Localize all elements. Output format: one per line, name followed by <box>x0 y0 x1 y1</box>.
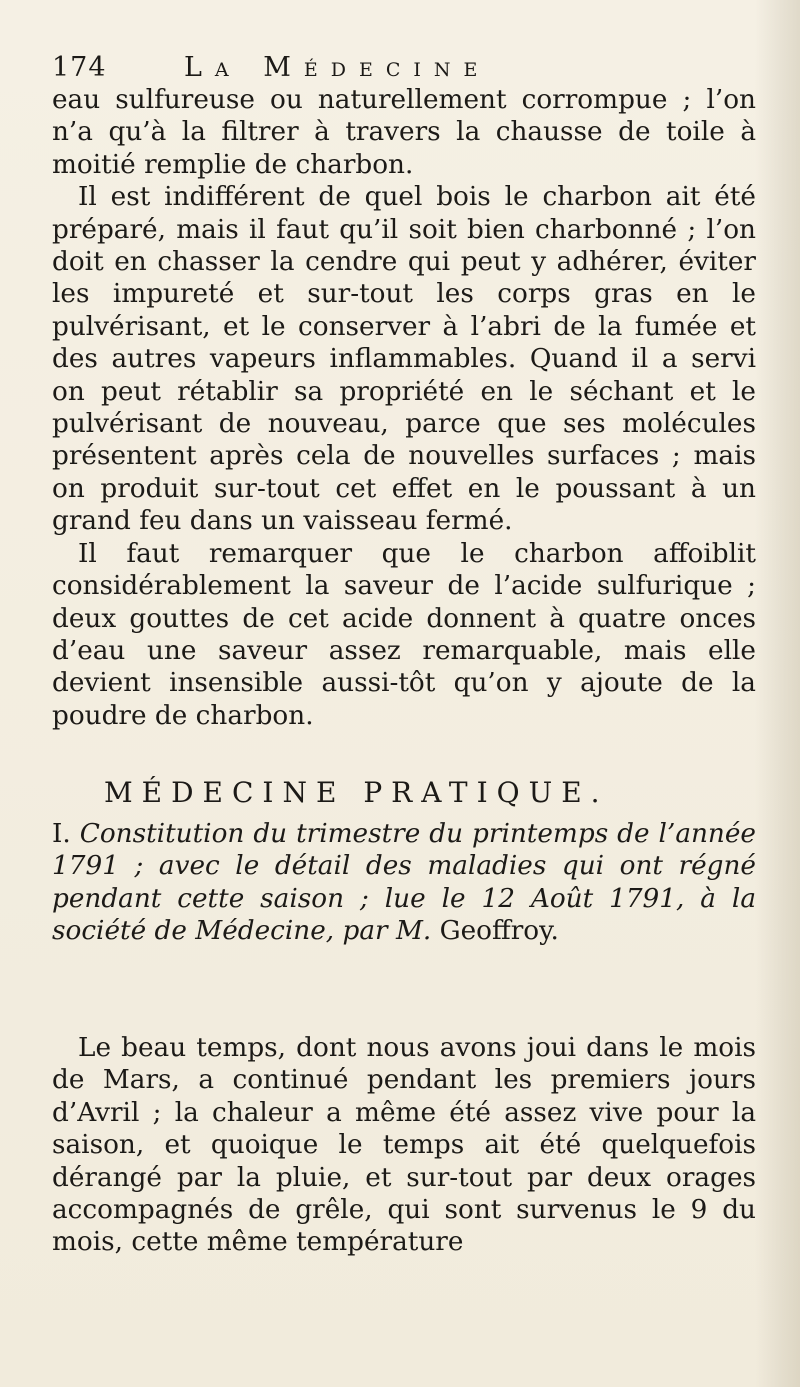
section-heading: MÉDECINE PRATIQUE. <box>104 776 609 809</box>
paragraph-acide: Il faut remarquer que le charbon affoiblit considérablement la saveur de l’acide sulfurique ; deux gouttes de cet acide donnent à quatre onces d’eau une saveur assez remarquable, mais elle devient insensible aussi-tôt qu’on y ajoute de la poudre de charbon. <box>52 538 756 731</box>
paragraph-charbon: Il est indifférent de quel bois le charbon ait été préparé, mais il faut qu’il soit bien charbonné ; l’on doit en chasser la cendre qui peut y adhérer, éviter les impureté et sur-tout les corps gras en le pulvérisant, et le conserver à l’abri de la fumée et des autres vapeurs inflammables. Quand il a servi on peut rétablir sa propriété en le séchant et le pulvérisant de nouveau, parce que ses molécules présentent après cela de nouvelles surfaces ; mais on produit sur-tout cet effet en le poussant à un grand feu dans un vaisseau fermé. <box>52 182 756 537</box>
article-heading <box>52 818 756 948</box>
paragraph-continued: eau sulfureuse ou naturellement corrompue ; l’on n’a qu’à la filtrer à travers la chausse de toile à moitié remplie de charbon. <box>52 85 756 180</box>
article-author: Geoffroy. <box>439 916 559 947</box>
continuation-text <box>52 84 756 732</box>
running-title: La Médecine <box>184 52 491 83</box>
paragraph-weather: Le beau temps, dont nous avons joui dans le mois de Mars, a continué pendant les premiers jours d’Avril ; la chaleur a même été assez vive pour la saison, et quoique le temps ait été quelquefois dérangé par la pluie, et sur-tout par deux orages accompagnés de grêle, qui sont survenus le 9 du mois, cette même température <box>52 1033 756 1258</box>
page-number: 174 <box>52 52 107 83</box>
article-number: I. <box>52 819 71 849</box>
article-title: Constitution du trimestre du printemps de l’année 1791 ; avec le détail des maladies qui ont régné pendant cette saison ; lue le 12 Août 1791, à la société de Médecine, par M. <box>52 819 756 947</box>
article-body <box>52 1032 756 1259</box>
